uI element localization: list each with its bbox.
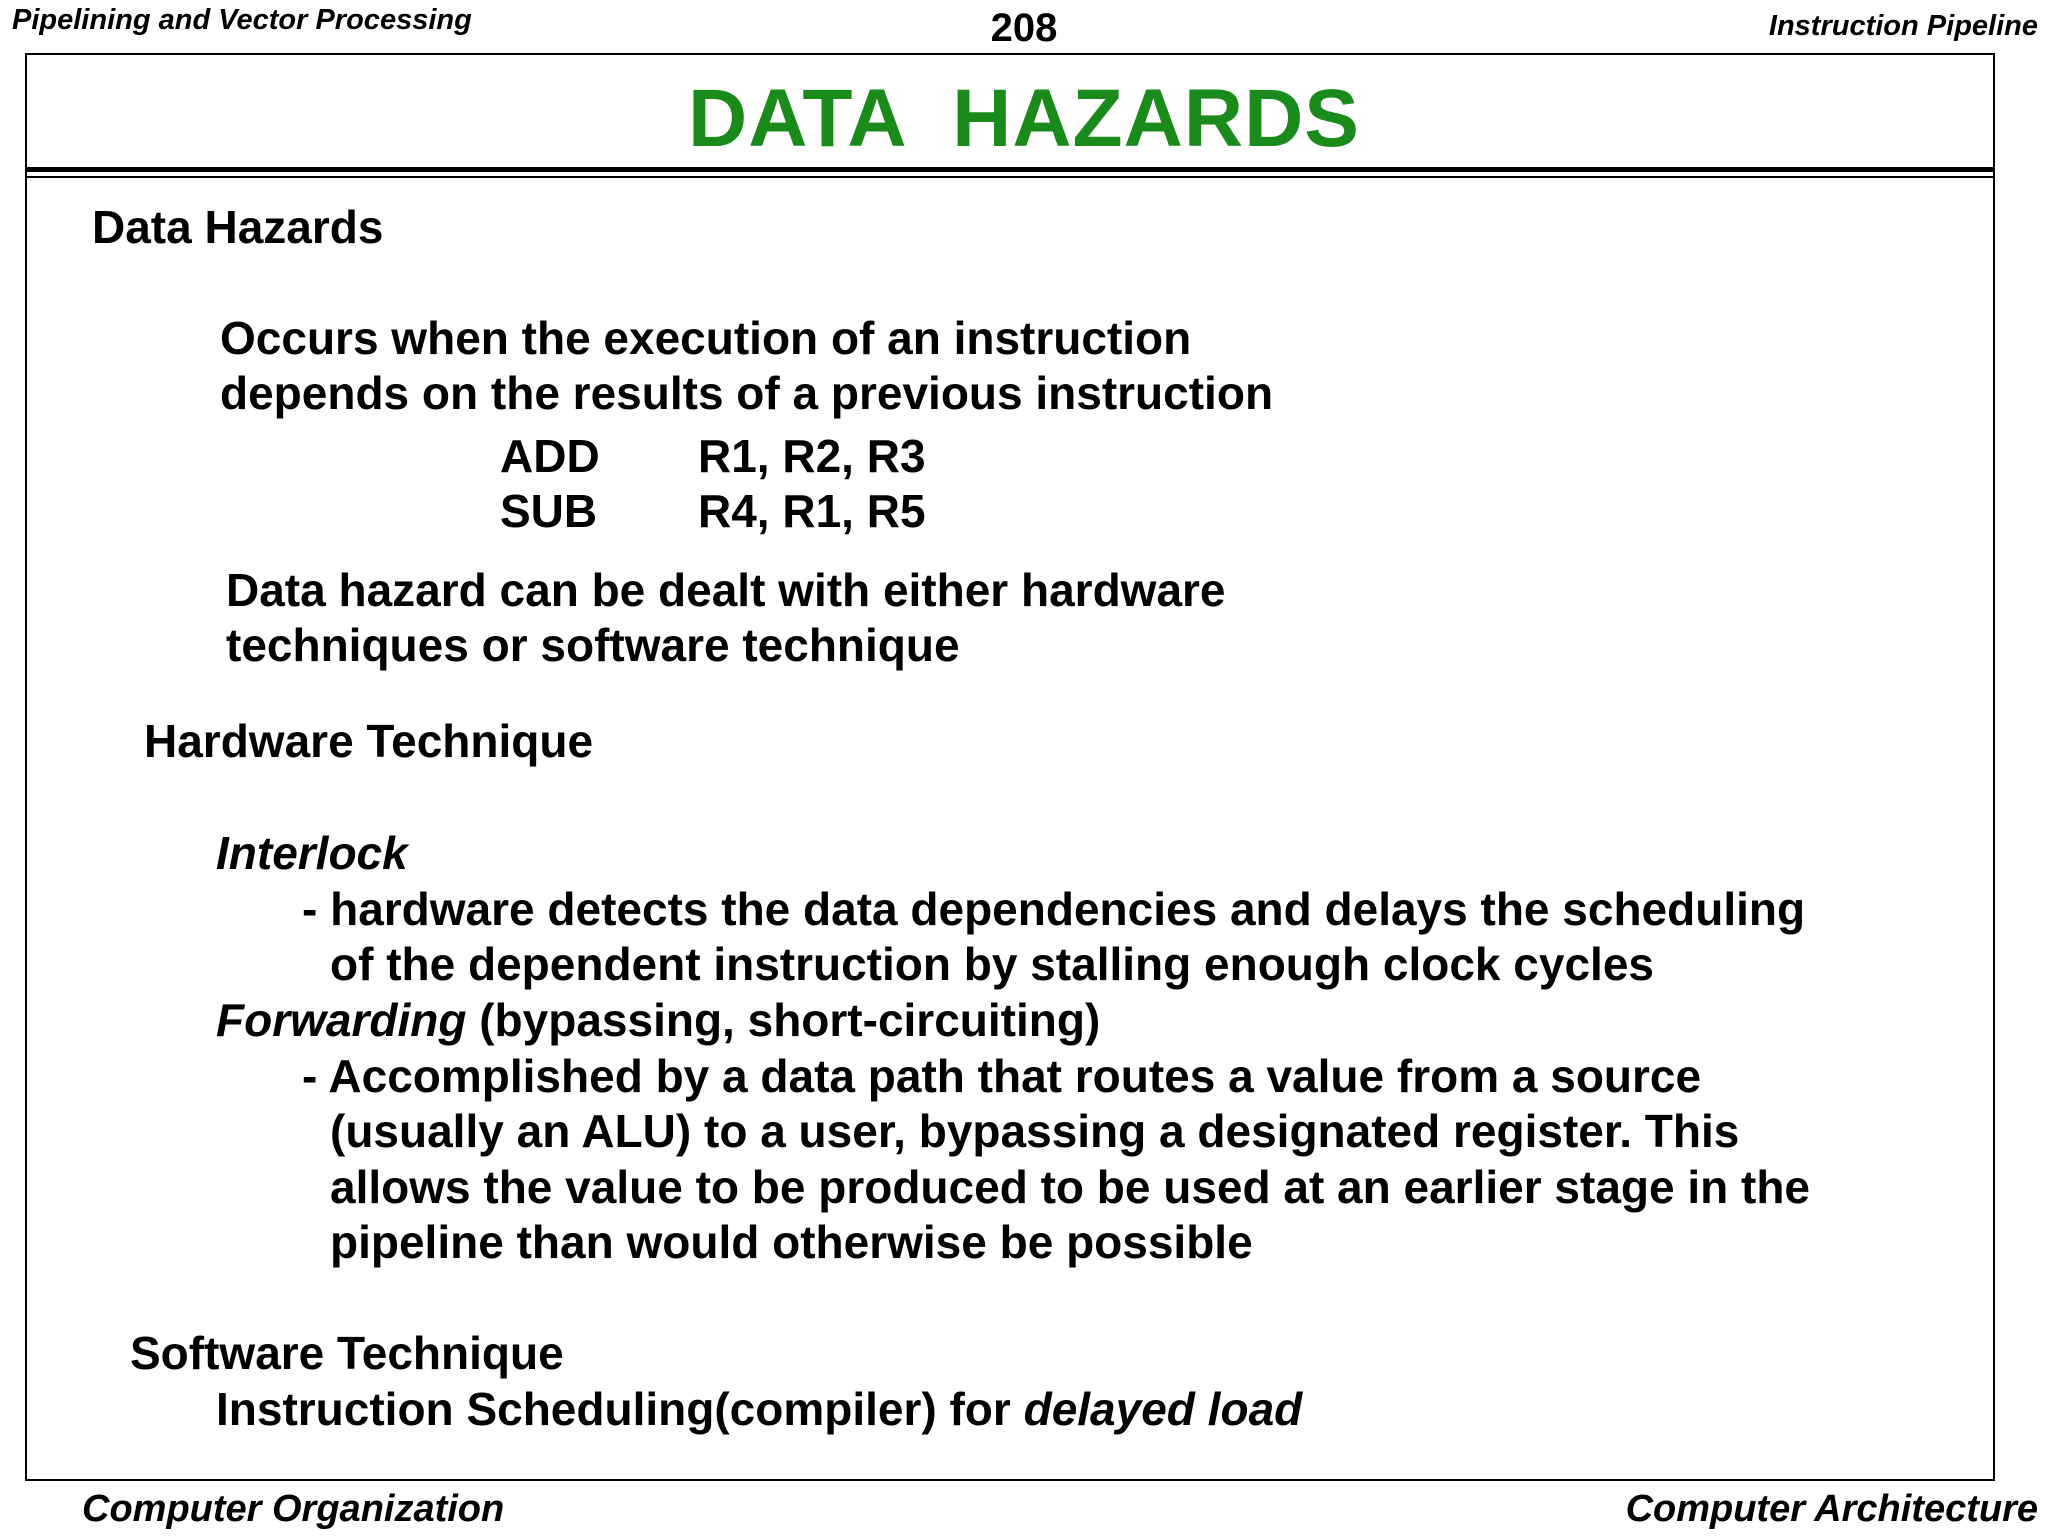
code-op-1: ADD (500, 430, 600, 482)
title-rule-thin (25, 176, 1995, 178)
slide-title: DATA HAZARDS (688, 73, 1360, 164)
forwarding-desc-line-4: pipeline than would otherwise be possible (330, 1216, 1253, 1268)
data-hazards-heading: Data Hazards (92, 201, 384, 253)
footer-left: Computer Organization (82, 1488, 505, 1530)
interlock-line-1: - hardware detects the data dependencies and delays the scheduling (302, 883, 1806, 935)
code-args-1: R1, R2, R3 (698, 430, 926, 482)
software-technique-heading: Software Technique (130, 1327, 564, 1379)
forwarding-desc-line-2: (usually an ALU) to a user, bypassing a designated register. This (330, 1105, 1740, 1157)
software-line-emphasis: delayed load (1023, 1383, 1303, 1435)
software-technique-line (216, 1382, 1302, 1436)
footer-right: Computer Architecture (1625, 1488, 2038, 1530)
forwarding-desc-line-3: allows the value to be produced to be used at an earlier stage in the (330, 1161, 1811, 1213)
note-line-2: techniques or software technique (226, 619, 960, 671)
forwarding-term: Forwarding (216, 994, 467, 1046)
page-number: 208 (990, 6, 1058, 50)
hardware-technique-heading: Hardware Technique (144, 715, 594, 767)
interlock-term: Interlock (216, 827, 408, 879)
interlock-line-2: of the dependent instruction by stalling enough clock cycles (330, 938, 1654, 990)
definition-line-1: Occurs when the execution of an instruction (220, 312, 1192, 364)
note-line-1: Data hazard can be dealt with either hardware (226, 564, 1226, 616)
definition-line-2: depends on the results of a previous instruction (220, 367, 1274, 419)
forwarding-line (216, 993, 1100, 1047)
title-rule-thick (25, 167, 1995, 172)
software-line-prefix: Instruction Scheduling(compiler) for (216, 1383, 1024, 1435)
running-header-left: Pipelining and Vector Processing (12, 4, 472, 36)
forwarding-suffix: (bypassing, short-circuiting) (466, 994, 1101, 1046)
forwarding-desc-line-1: - Accomplished by a data path that routes a value from a source (302, 1050, 1702, 1102)
running-header-right: Instruction Pipeline (1768, 10, 2038, 42)
code-op-2: SUB (500, 485, 598, 537)
code-args-2: R4, R1, R5 (698, 485, 926, 537)
